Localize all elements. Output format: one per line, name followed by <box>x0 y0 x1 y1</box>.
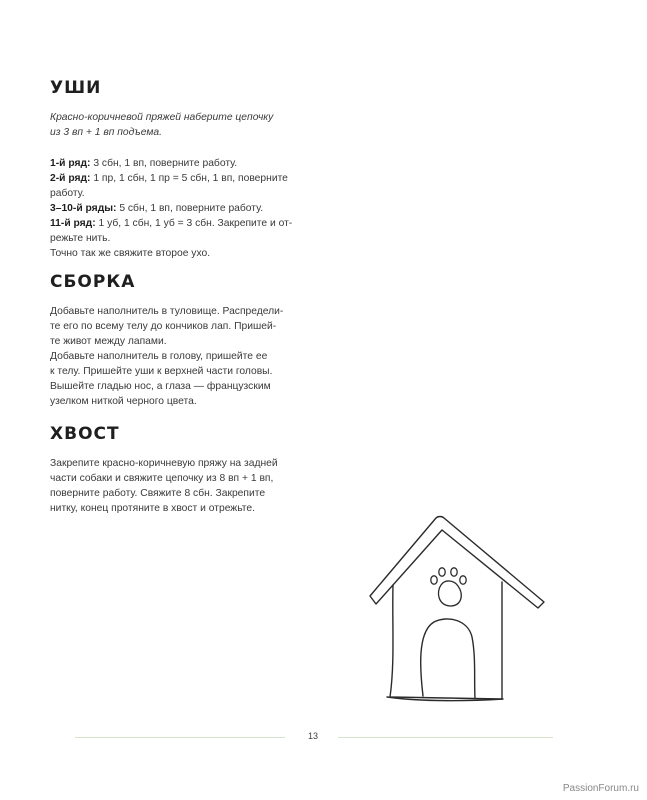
row-label: 11-й ряд: <box>50 218 96 229</box>
content-column <box>50 70 310 514</box>
row-text: режьте нить. <box>50 233 111 244</box>
text-line: части собаки и свяжите цепочку из 8 вп + 1 вп, <box>50 473 274 484</box>
row-label: 1-й ряд: <box>50 158 91 169</box>
row-11 <box>50 216 310 231</box>
text-line: поверните работу. Свяжите 8 сбн. Закрепите <box>50 488 266 499</box>
row-text: Точно так же свяжите второе ухо. <box>50 248 211 259</box>
text-line: узелком ниткой черного цвета. <box>50 396 197 407</box>
row-label: 3–10-й ряды: <box>50 203 117 214</box>
row-text: 3 сбн, 1 вп, поверните работу. <box>90 158 238 169</box>
roof-outline <box>370 517 544 609</box>
section-title-ushi: УШИ <box>50 78 102 98</box>
section-ushi <box>50 78 310 261</box>
intro-line-2: из 3 вп + 1 вп подъема. <box>50 127 162 138</box>
row-1 <box>50 156 310 171</box>
row-second-ear <box>50 246 310 261</box>
text-line: те его по всему телу до кончиков лап. Пришей- <box>50 321 277 332</box>
row-3-10 <box>50 201 310 216</box>
text-line: Добавьте наполнитель в туловище. Распредели- <box>50 306 284 317</box>
text-line: нитку, конец протяните в хвост и отрежьте. <box>50 503 255 514</box>
text-line: Вышейте гладью нос, а глаза — французским <box>50 381 271 392</box>
row-2 <box>50 171 310 186</box>
sborka-text <box>50 304 310 409</box>
hvost-text <box>50 456 310 516</box>
text-line: Добавьте наполнитель в голову, пришейте ее <box>50 351 268 362</box>
row-2-cont <box>50 186 310 201</box>
section-sborka <box>50 272 310 409</box>
section-title-sborka: СБОРКА <box>50 272 136 292</box>
text-line: Закрепите красно-коричневую пряжу на задней <box>50 458 278 469</box>
footer-divider-left <box>75 737 285 738</box>
text-line: к телу. Пришейте уши к верхней части головы. <box>50 366 273 377</box>
dog-house-illustration <box>362 512 548 710</box>
row-text: работу. <box>50 188 85 199</box>
row-11-cont <box>50 231 310 246</box>
page-number: 13 <box>307 731 318 741</box>
intro-text <box>50 110 310 140</box>
row-text: 1 уб, 1 сбн, 1 уб = 3 сбн. Закрепите и от- <box>95 218 293 229</box>
wall-outline <box>390 582 502 699</box>
footer-divider-right <box>338 737 553 738</box>
watermark: PassionForum.ru <box>562 783 639 794</box>
door-outline <box>421 619 475 698</box>
row-text: 1 пр, 1 сбн, 1 пр = 5 сбн, 1 вп, поверните <box>90 173 288 184</box>
section-hvost <box>50 424 310 516</box>
paw-print-icon <box>431 568 466 606</box>
section-title-hvost: ХВОСТ <box>50 424 120 444</box>
row-text: 5 сбн, 1 вп, поверните работу. <box>116 203 264 214</box>
intro-line-1: Красно-коричневой пряжей наберите цепочку <box>50 112 274 123</box>
row-label: 2-й ряд: <box>50 173 91 184</box>
text-line: те живот между лапами. <box>50 336 167 347</box>
